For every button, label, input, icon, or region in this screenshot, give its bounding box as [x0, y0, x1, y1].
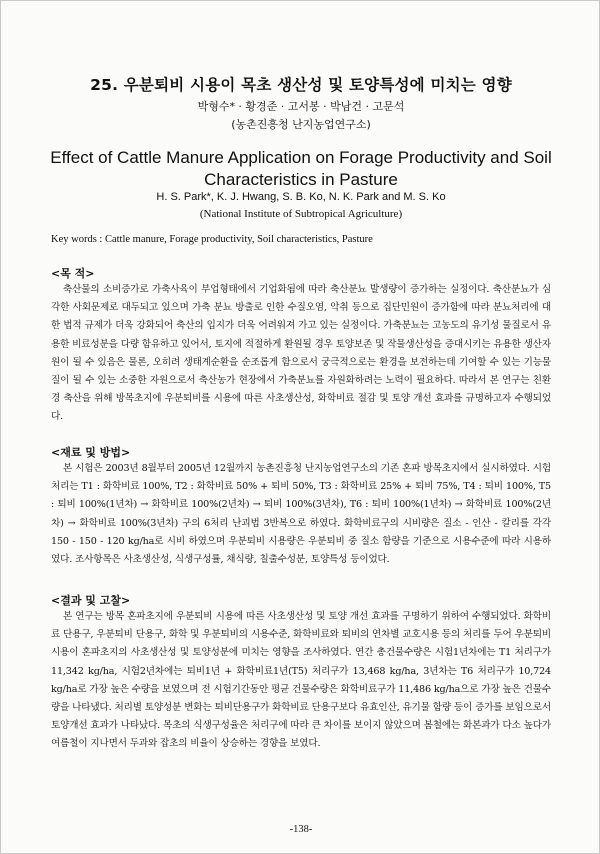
page-number: -138-	[289, 824, 313, 835]
keywords: Key words : Cattle manure, Forage productivity, Soil characteristics, Pasture	[51, 234, 373, 245]
section-heading-results: <결과 및 고찰>	[51, 594, 131, 607]
korean-authors: 박형수* · 황경준 · 고서봉 · 박남건 · 고문석	[197, 100, 405, 113]
korean-title: 25. 우분퇴비 시용이 목초 생산성 및 토양특성에 미치는 영향	[90, 76, 512, 94]
section-heading-purpose: <목 적>	[51, 267, 95, 280]
section-text-purpose: 축산물의 소비증가로 가축사육이 부업형태에서 기업화됨에 따라 축산분뇨 발생량이 증가하는 실정이다. 축산분뇨가 심각한 사회문제로 대두되고 있으며 가축 분뇨 방출로 인한 수질오염, 악취 등으로 집단민원이 증가함에 따라 분뇨처리에 대한 법적 규제가 더욱 강화되어 축산의 입지가 더욱 어려워져 가고 있는 실정이다. 가축분뇨는 고농도의 유기성 물질로서 유용한 비료성분을 다량 함유하고 있어서, 토지에 적절하게 환원될 경우 토양보존 및 작물생산성을 증대시키는 유용한 생산자원이 될 수 있음은 물론, 오히려 생태계순환을 순조롭게 함으로서 궁극적으로는 환경을 보전하는데 기여할 수 있는 기능물질이 될 수 있는 소중한 자원으로서 축산농가 현장에서 가축분뇨를 자원화하려는 노력이 필요하다. 따라서 본 연구는 친환경 축산을 위해 방목초지에 우분퇴비를 시용에 따른 사초생산성, 화학비료 절감 및 토양 개선 효과를 규명하고자 수행되었다.	[51, 284, 551, 423]
korean-affiliation: (농촌진흥청 난지농업연구소)	[231, 118, 371, 131]
english-title: Effect of Cattle Manure Application on Forage Productivity and Soil Characteristics in Pasture	[50, 148, 552, 189]
section-text-methods: 본 시험은 2003년 8월부터 2005년 12월까지 농촌진흥청 난지농업연구소의 기존 혼파 방목초지에서 실시하였다. 시험처리는 T1 : 화학비료 100%, T2 : 화학비료 50% + 퇴비 50%, T3 : 화학비료 25% + 퇴비 75%, T4 : 퇴비 100%, T5 : 퇴비 100%(1년차) → 화학비료 100%(2년차) → 퇴비 100%(3년차), T6 : 퇴비 100%(1년차) → 화학비료 100%(2년차) → 화학비료 100%(3년차) 구의 6처리 난괴법 3반복으로 하였다. 화학비료구의 시비량은 질소 - 인산 - 칼리를 각각 150 - 150 - 120 kg/ha로 시비 하였으며 우분퇴비 시용량은 우분퇴비 중 질소 함량을 기준으로 시용수준에 따라 시용하였다. 조사항목은 사초생산성, 식생구성률, 채식량, 칠출수성분, 토양특성 등이었다.	[51, 463, 551, 566]
section-heading-methods: <재료 및 방법>	[51, 446, 131, 459]
english-affiliation: (National Institute of Subtropical Agriculture)	[199, 208, 403, 220]
section-text-results: 본 연구는 방목 혼파초지에 우분퇴비 시용에 따른 사초생산성 및 토양 개선 효과를 구명하기 위하여 수행되었다. 화학비료 단용구, 우분퇴비 단용구, 화학 및 우분퇴비의 시용수준, 화학비료와 퇴비의 연차별 교호시용 등의 처리를 두어 우분퇴비 시용이 혼파초지의 사초생산성 및 토양성분에 미치는 영향을 조사하였다. 연간 총건물수량은 시험1년차에는 T1 처리구가 11,342 kg/ha, 시험2년차에는 퇴비1년 + 화학비료1년(T5) 처리구가 13,468 kg/ha, 3년차는 T6 처리구가 10,724 kg/ha로 가장 높은 수량을 보였으며 전 시험기간동안 평균 건물수량은 화학비료구가 11,486 kg/ha으로 가장 높은 건물수량을 나타냈다. 처리별 토양성분 변화는 퇴비단용구가 화학비료 단용구보다 유효인산, 유기물 함량 등이 증가를 보임으로서 토양개선 효과가 나타났다. 목초의 식생구성율은 처리구에 따라 큰 차이를 보이지 않았으며 봄철에는 화본과가 다소 높다가 여름철이 지나면서 두과와 잡초의 비율이 상승하는 경향을 보였다.	[51, 611, 551, 750]
english-authors: H. S. Park*, K. J. Hwang, S. B. Ko, N. K. Park and M. S. Ko	[156, 191, 446, 203]
